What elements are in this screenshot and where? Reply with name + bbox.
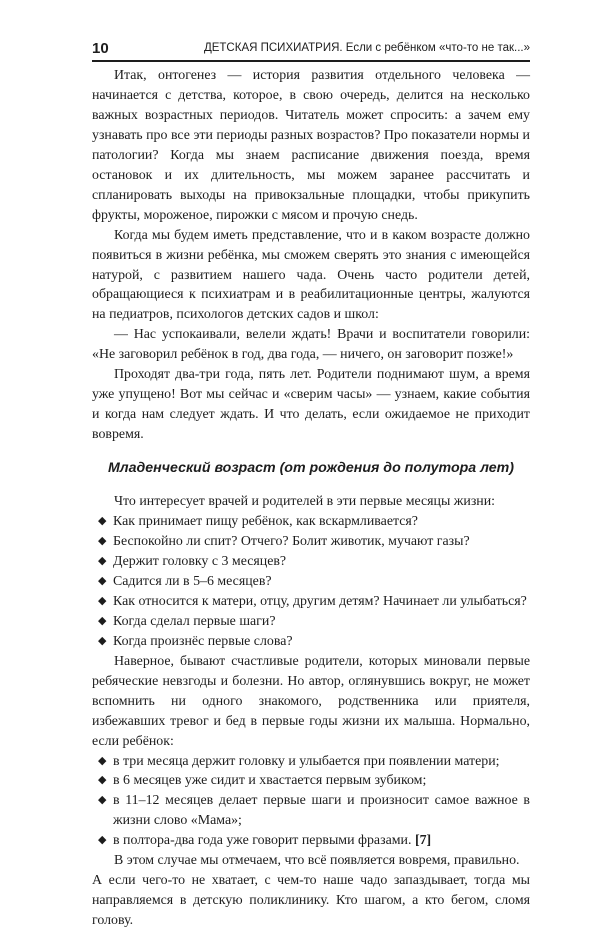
list-item: ◆ Садится ли в 5–6 месяцев?: [98, 572, 530, 592]
page-body: [92, 66, 530, 931]
paragraph-ontogenesis: Итак, онтогенез — история развития отдельного человека — начинается с детства, которое, в свою очередь, делится на несколько важных возрастных периодов. Читатель может спросить: а зачем ему узнавать про все эти периоды разных возрастов? Про показатели нормы и патологии? Когда мы знаем расписание движения поезда, время остановок и их длительность, мы можем заранее рассчитать и спланировать выходы на привокзальные площадки, чтобы прикупить фрукты, мороженое, пирожки с мясом и прочую снедь.: [92, 68, 530, 223]
paragraph-clinic: А если чего-то не хватает, с чем-то наше чадо запаздывает, тогда мы направляемся в детскую поликлинику. Кто шагом, а кто бегом, сломя голову.: [92, 873, 530, 929]
diamond-bullet-icon: ◆: [98, 574, 107, 587]
diamond-bullet-icon: ◆: [98, 535, 107, 548]
diamond-bullet-icon: ◆: [98, 774, 107, 787]
section-heading: Младенческий возраст (от рождения до полутора лет): [107, 460, 514, 477]
diamond-bullet-icon: ◆: [98, 594, 107, 607]
list-item: ◆ Как относится к матери, отцу, другим детям? Начинает ли улыбаться?: [98, 592, 530, 612]
diamond-bullet-icon: ◆: [98, 554, 107, 567]
questions-intro: Что интересует врачей и родителей в эти первые месяцы жизни:: [114, 494, 496, 510]
diamond-bullet-icon: ◆: [98, 634, 107, 647]
list-item: ◆ Как принимает пищу ребёнок, как вскармливается?: [98, 512, 530, 532]
diamond-bullet-icon: ◆: [98, 834, 107, 847]
paragraph-quote: — Нас успокаивали, велели ждать! Врачи и воспитатели говорили: «Не заговорил ребёнок в год, два года, — ничего, он заговорит позже!»: [92, 327, 530, 363]
list-item: ◆ в три месяца держит головку и улыбается при появлении матери;: [98, 752, 530, 772]
milestones-list: [92, 752, 530, 852]
diamond-bullet-icon: ◆: [98, 754, 107, 767]
paragraph-on-time: В этом случае мы отмечаем, что всё появляется вовремя, правильно.: [114, 853, 520, 869]
list-item: ◆ в 11–12 месяцев делает первые шаги и произносит самое важное в жизни слово «Мама»;: [98, 793, 530, 829]
list-item: ◆ в полтора-два года уже говорит первыми фразами. [7]: [98, 831, 530, 851]
questions-list: [92, 512, 530, 652]
paragraph-happy-parents: Наверное, бывают счастливые родители, которых миновали первые ребяческие невзгоды и болезни. Но автор, оглянувшись вокруг, не может вспомнить ни одного знакомого, родственника или приятеля, избежавших тревог и бед в первые годы жизни их малыша. Нормально, если ребёнок:: [92, 653, 530, 749]
paragraph-time-lost: Проходят два-три года, пять лет. Родители поднимают шум, а время уже упущено! Вот мы сейчас и «сверим часы» — узнаем, какие события и когда нам следует ждать. И что делать, если ожидаемое не приходит вовремя.: [92, 367, 530, 443]
list-item: ◆ Когда произнёс первые слова?: [98, 632, 530, 652]
reference-link[interactable]: [7]: [414, 833, 432, 849]
paragraph-development: Когда мы будем иметь представление, что и в каком возрасте должно появиться в жизни ребёнка, мы сможем сверять это знания с имеющейся натурой, с развитием нашего чада. Очень часто родители детей, обращающиеся к психиатрам и в реабилитационные центры, жалуются на педиатров, психологов детских садов и школ:: [92, 227, 530, 323]
list-item: ◆ в 6 месяцев уже сидит и хвастается первым зубиком;: [98, 771, 530, 791]
diamond-bullet-icon: ◆: [98, 515, 107, 528]
page-number: 10: [92, 40, 109, 57]
list-item: ◆ Когда сделал первые шаги?: [98, 612, 530, 632]
running-header: [92, 38, 530, 62]
list-item: ◆ Держит головку с 3 месяцев?: [98, 552, 530, 572]
running-title: ДЕТСКАЯ ПСИХИАТРИЯ. Если с ребёнком «что-то не так...»: [203, 42, 530, 54]
diamond-bullet-icon: ◆: [98, 614, 107, 627]
list-item: ◆ Беспокойно ли спит? Отчего? Болит животик, мучают газы?: [98, 532, 530, 552]
diamond-bullet-icon: ◆: [98, 794, 107, 807]
